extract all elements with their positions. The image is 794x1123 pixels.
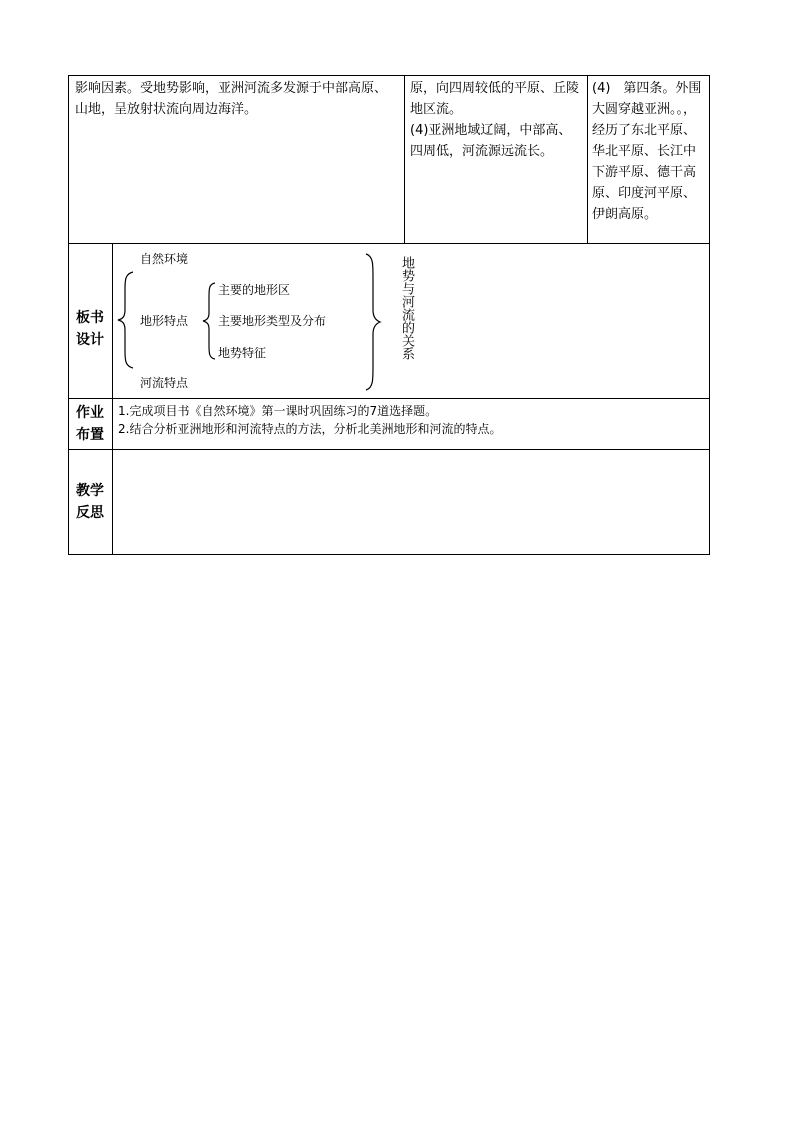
homework-line-1: 1.完成项目书《自然环境》第一课时巩固练习的7道选择题。 xyxy=(118,404,438,418)
homework-label-line2: 布置 xyxy=(76,427,104,443)
board-sub-1: 主要的地形区 xyxy=(218,283,291,297)
board-label xyxy=(68,307,112,351)
homework-label-line1: 作业 xyxy=(76,405,104,421)
top-cell-2-line2: (4)亚洲地域辽阔，中部高、四周低，河流源远流长。 xyxy=(410,123,572,159)
reflection-label xyxy=(68,480,112,524)
row-divider-2 xyxy=(68,398,710,399)
row-divider-3 xyxy=(68,449,710,450)
reflection-label-line1: 教学 xyxy=(76,483,104,499)
homework-content xyxy=(118,402,706,438)
board-right-vertical-text: 地势与河流的关系 xyxy=(399,256,414,360)
board-sub-3: 地势特征 xyxy=(218,346,267,360)
top-cell-2 xyxy=(410,78,580,162)
board-label-line1: 板书 xyxy=(76,310,104,326)
right-brace-icon xyxy=(364,252,382,392)
board-sub-2: 主要地形类型及分布 xyxy=(218,314,327,328)
label-col-divider xyxy=(112,243,113,555)
board-item-river: 河流特点 xyxy=(140,376,189,390)
top-cell-2-line1: 原，向四周较低的平原、丘陵地区流。 xyxy=(410,81,580,117)
homework-line-2: 2.结合分析亚洲地形和河流特点的方法，分析北美洲地形和河流的特点。 xyxy=(118,422,502,436)
board-item-nature: 自然环境 xyxy=(140,252,189,266)
inner-brace-icon xyxy=(201,281,217,361)
homework-label xyxy=(68,402,112,446)
row-divider-1 xyxy=(68,243,710,244)
top-col-divider-2 xyxy=(587,75,588,243)
top-col-divider-1 xyxy=(404,75,405,243)
board-label-line2: 设计 xyxy=(76,332,104,348)
left-brace-icon xyxy=(115,270,135,370)
reflection-label-line2: 反思 xyxy=(76,505,104,521)
board-item-terrain: 地形特点 xyxy=(140,314,189,328)
top-cell-1: 影响因素。受地势影响，亚洲河流多发源于中部高原、山地，呈放射状流向周边海洋。 xyxy=(75,81,388,117)
top-cell-3: (4) 第四条。外围大圆穿越亚洲。。，经历了东北平原、华北平原、长江中下游平原、德干高原、印度河平原、伊朗高原。 xyxy=(592,81,702,222)
